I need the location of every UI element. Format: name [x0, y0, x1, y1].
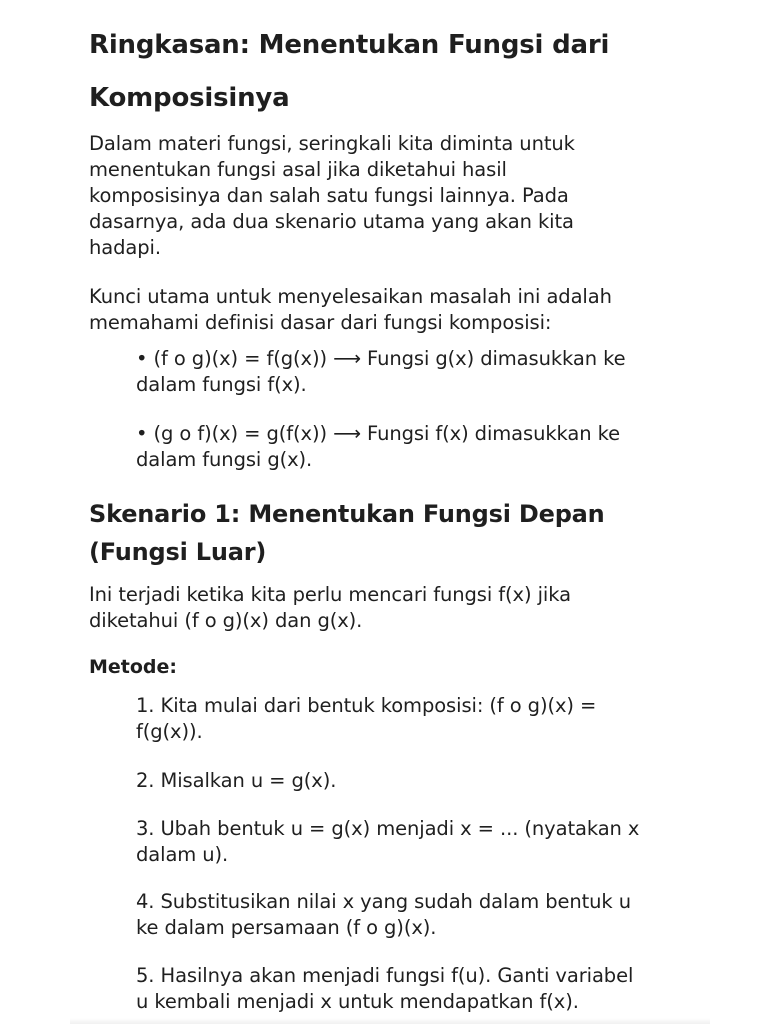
step-item-4	[136, 889, 696, 941]
step-item-3	[136, 816, 696, 868]
scenario1-heading-line-1: Skenario 1: Menentukan Fungsi Depan	[89, 500, 605, 528]
step-item-1	[136, 693, 696, 745]
bullet-line: • (f o g)(x) = f(g(x)) ⟶ Fungsi g(x) dimasukkan ke	[136, 347, 626, 370]
intro-line: dasarnya, ada dua skenario utama yang akan kita	[89, 210, 574, 233]
bullet-item-gof	[136, 421, 696, 473]
scenario1-heading-line-2: (Fungsi Luar)	[89, 538, 267, 566]
key-line: memahami definisi dasar dari fungsi komposisi:	[89, 311, 552, 334]
scenario1-description	[89, 582, 689, 634]
step-line: ke dalam persamaan (f o g)(x).	[136, 916, 437, 939]
intro-line: hadapi.	[89, 236, 161, 259]
intro-line: komposisinya dan salah satu fungsi lainnya. Pada	[89, 184, 569, 207]
page-title-line-1: Ringkasan: Menentukan Fungsi dari	[89, 30, 610, 60]
step-line: 4. Substitusikan nilai x yang sudah dalam bentuk u	[136, 890, 631, 913]
key-paragraph	[89, 284, 689, 336]
description-line: diketahui (f o g)(x) dan g(x).	[89, 609, 363, 632]
intro-paragraph	[89, 131, 689, 261]
step-line: 1. Kita mulai dari bentuk komposisi: (f o g)(x) =	[136, 694, 597, 717]
bullet-line: dalam fungsi g(x).	[136, 448, 313, 471]
step-line: 3. Ubah bentuk u = g(x) menjadi x = ... (nyatakan x	[136, 817, 640, 840]
intro-line: menentukan fungsi asal jika diketahui hasil	[89, 158, 507, 181]
bullet-item-fog	[136, 346, 696, 398]
bullet-line: dalam fungsi f(x).	[136, 373, 307, 396]
method-label: Metode:	[89, 656, 178, 678]
page-title-line-2: Komposisinya	[89, 83, 290, 113]
step-line: 5. Hasilnya akan menjadi fungsi f(u). Ganti variabel	[136, 964, 634, 987]
step-line: dalam u).	[136, 843, 229, 866]
description-line: Ini terjadi ketika kita perlu mencari fungsi f(x) jika	[89, 583, 571, 606]
key-line: Kunci utama untuk menyelesaikan masalah ini adalah	[89, 285, 612, 308]
step-line: f(g(x)).	[136, 720, 203, 743]
bottom-scroll-shade	[70, 1018, 710, 1024]
intro-line: Dalam materi fungsi, seringkali kita diminta untuk	[89, 132, 575, 155]
step-item-2	[136, 768, 696, 794]
step-line: u kembali menjadi x untuk mendapatkan f(x).	[136, 990, 579, 1013]
step-item-5	[136, 963, 696, 1015]
step-line: 2. Misalkan u = g(x).	[136, 769, 337, 792]
bullet-line: • (g o f)(x) = g(f(x)) ⟶ Fungsi f(x) dimasukkan ke	[136, 422, 620, 445]
